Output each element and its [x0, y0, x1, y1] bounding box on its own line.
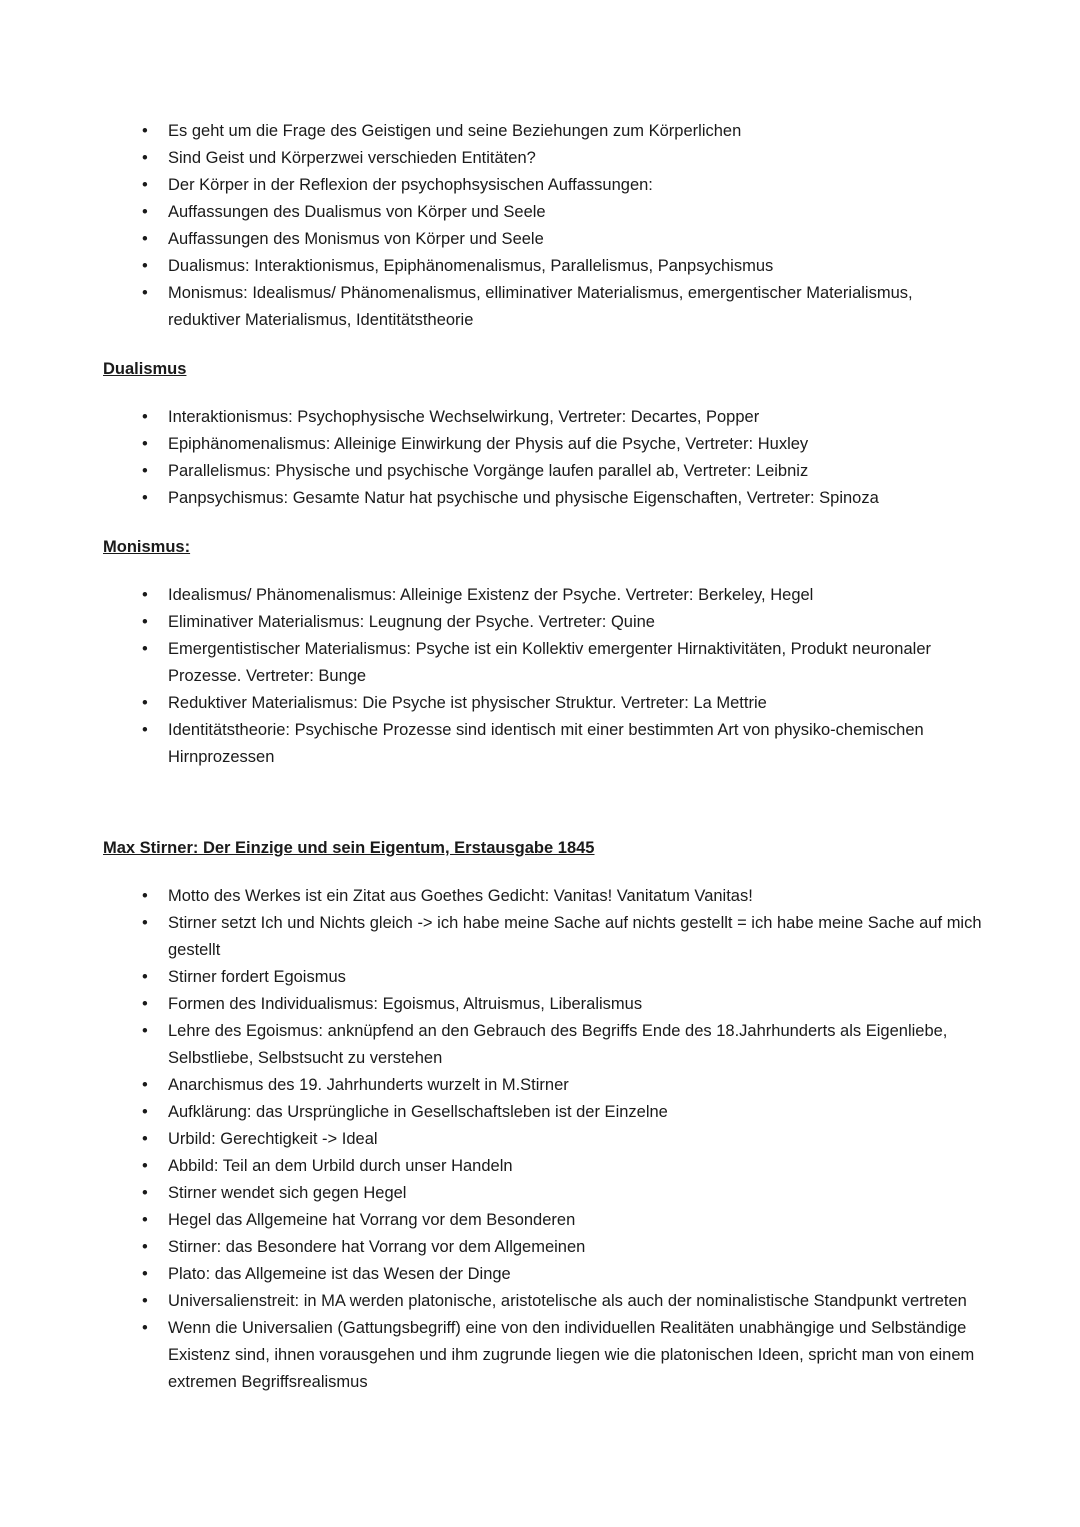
- bullet-list-intro: [103, 118, 985, 334]
- bullet-item: • Emergentistischer Materialismus: Psyche ist ein Kollektiv emergenter Hirnaktivitäten, Produkt neuronaler Prozesse. Vertreter: Bunge: [168, 636, 985, 690]
- bullet-item: • Dualismus: Interaktionismus, Epiphänomenalismus, Parallelismus, Panpsychismus: [168, 253, 985, 280]
- bullet-item: • Panpsychismus: Gesamte Natur hat psychische und physische Eigenschaften, Vertreter: Spinoza: [168, 485, 985, 512]
- bullet-item: • Monismus: Idealismus/ Phänomenalismus, elliminativer Materialismus, emergentischer Materialismus, reduktiver Materialismus, Identitätstheorie: [168, 280, 985, 334]
- bullet-item: • Abbild: Teil an dem Urbild durch unser Handeln: [168, 1153, 985, 1180]
- bullet-item: • Auffassungen des Dualismus von Körper und Seele: [168, 199, 985, 226]
- bullet-item: • Der Körper in der Reflexion der psychophsysischen Auffassungen:: [168, 172, 985, 199]
- bullet-item: • Sind Geist und Körperzwei verschieden Entitäten?: [168, 145, 985, 172]
- bullet-item: • Wenn die Universalien (Gattungsbegriff) eine von den individuellen Realitäten unabhängige und Selbständige Existenz sind, ihnen vorausgehen und ihm zugrunde liegen wie die platonischen Ideen, spricht man von einem extremen Begriffsrealismus: [168, 1315, 985, 1396]
- bullet-item: • Anarchismus des 19. Jahrhunderts wurzelt in M.Stirner: [168, 1072, 985, 1099]
- bullet-item: • Hegel das Allgemeine hat Vorrang vor dem Besonderen: [168, 1207, 985, 1234]
- bullet-item: • Idealismus/ Phänomenalismus: Alleinige Existenz der Psyche. Vertreter: Berkeley, Hegel: [168, 582, 985, 609]
- section-dualismus: [103, 356, 985, 512]
- section-intro: [103, 118, 985, 334]
- bullet-item: • Urbild: Gerechtigkeit -> Ideal: [168, 1126, 985, 1153]
- bullet-list-monismus: [103, 582, 985, 771]
- bullet-item: • Parallelismus: Physische und psychische Vorgänge laufen parallel ab, Vertreter: Leibniz: [168, 458, 985, 485]
- bullet-item: • Motto des Werkes ist ein Zitat aus Goethes Gedicht: Vanitas! Vanitatum Vanitas!: [168, 883, 985, 910]
- bullet-list-stirner: [103, 883, 985, 1396]
- bullet-item: • Es geht um die Frage des Geistigen und seine Beziehungen zum Körperlichen: [168, 118, 985, 145]
- bullet-item: • Stirner fordert Egoismus: [168, 964, 985, 991]
- bullet-item: • Interaktionismus: Psychophysische Wechselwirkung, Vertreter: Decartes, Popper: [168, 404, 985, 431]
- section-monismus: [103, 534, 985, 771]
- section-heading-stirner: Max Stirner: Der Einzige und sein Eigentum, Erstausgabe 1845: [103, 839, 595, 857]
- bullet-item: • Aufklärung: das Ursprüngliche in Gesellschaftsleben ist der Einzelne: [168, 1099, 985, 1126]
- bullet-item: • Formen des Individualismus: Egoismus, Altruismus, Liberalismus: [168, 991, 985, 1018]
- bullet-item: • Lehre des Egoismus: anknüpfend an den Gebrauch des Begriffs Ende des 18.Jahrhunderts als Eigenliebe, Selbstliebe, Selbstsucht zu verstehen: [168, 1018, 985, 1072]
- bullet-item: • Eliminativer Materialismus: Leugnung der Psyche. Vertreter: Quine: [168, 609, 985, 636]
- section-heading-monismus: Monismus:: [103, 538, 191, 556]
- section-heading-dualismus: Dualismus: [103, 360, 187, 378]
- bullet-item: • Universalienstreit: in MA werden platonische, aristotelische als auch der nominalistische Standpunkt vertreten: [168, 1288, 985, 1315]
- bullet-item: • Epiphänomenalismus: Alleinige Einwirkung der Physis auf die Psyche, Vertreter: Huxley: [168, 431, 985, 458]
- bullet-item: • Stirner setzt Ich und Nichts gleich -> ich habe meine Sache auf nichts gestellt = ich habe meine Sache auf mich gestellt: [168, 910, 985, 964]
- section-stirner: [103, 835, 985, 1396]
- bullet-list-dualismus: [103, 404, 985, 512]
- bullet-item: • Identitätstheorie: Psychische Prozesse sind identisch mit einer bestimmten Art von physiko-chemischen Hirnprozessen: [168, 717, 985, 771]
- bullet-item: • Stirner wendet sich gegen Hegel: [168, 1180, 985, 1207]
- bullet-item: • Stirner: das Besondere hat Vorrang vor dem Allgemeinen: [168, 1234, 985, 1261]
- bullet-item: • Plato: das Allgemeine ist das Wesen der Dinge: [168, 1261, 985, 1288]
- bullet-item: • Reduktiver Materialismus: Die Psyche ist physischer Struktur. Vertreter: La Mettrie: [168, 690, 985, 717]
- bullet-item: • Auffassungen des Monismus von Körper und Seele: [168, 226, 985, 253]
